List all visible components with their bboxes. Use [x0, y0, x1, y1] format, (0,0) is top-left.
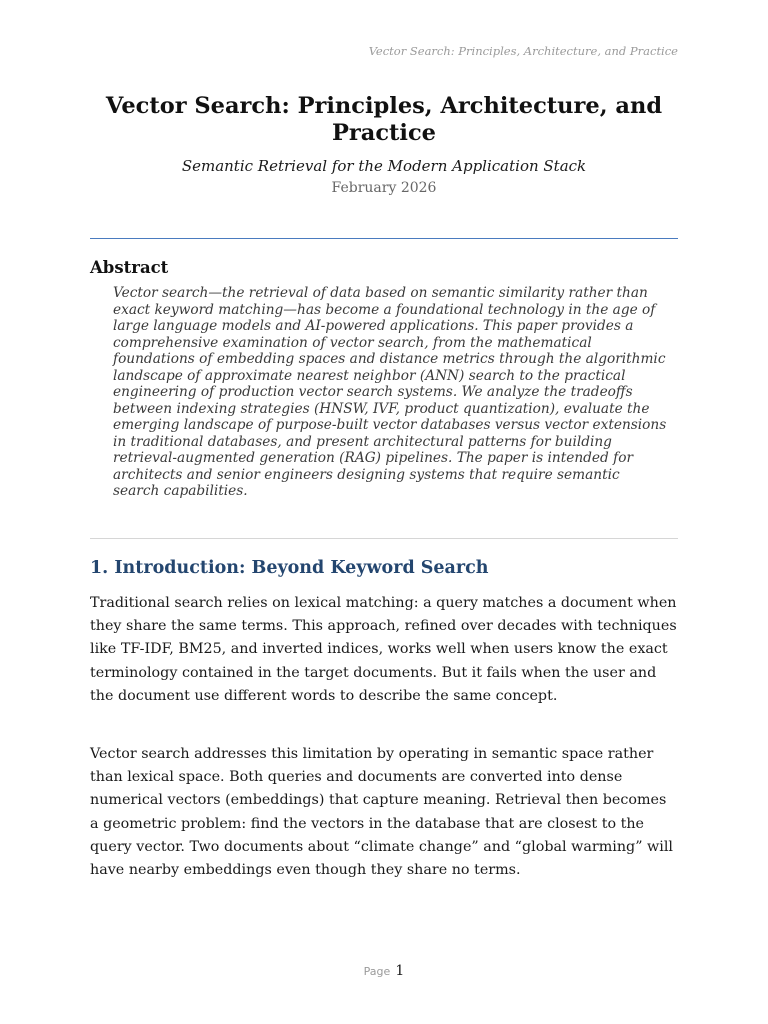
- abstract-divider: [90, 538, 678, 539]
- paper-subtitle: Semantic Retrieval for the Modern Application Stack: [181, 157, 587, 175]
- running-header: Vector Search: Principles, Architecture, and Practice: [368, 44, 678, 58]
- paper-page: [90, 0, 678, 1024]
- abstract-body: Vector search—the retrieval of data based on semantic similarity rather than exact keyword matching—has become a foundational technology in the age of large language models and AI-powered applications. This paper provides a comprehensive examination of vector search, from the mathematical foundations of embedding spaces and distance metrics through the algorithmic landscape of approximate nearest neighbor (ANN) search to the practical engineering of production vector search systems. We analyze the tradeoffs between indexing strategies (HNSW, IVF, product quantization), evaluate the emerging landscape of purpose-built vector databases versus vector extensions in traditional databases, and present architectural patterns for building retrieval-augmented generation (RAG) pipelines. The paper is intended for architects and senior engineers designing systems that require semantic search capabilities.: [113, 285, 667, 499]
- abstract-heading: Abstract: [90, 258, 169, 277]
- title-block: [90, 93, 678, 197]
- page-footer: [90, 960, 678, 979]
- title-divider: [90, 238, 678, 239]
- page-label: Page: [363, 965, 391, 978]
- paper-title: Vector Search: Principles, Architecture, and Practice: [105, 93, 663, 146]
- publication-date: February 2026: [331, 180, 437, 196]
- page-number: 1: [395, 963, 405, 979]
- paragraph: Vector search addresses this limitation by operating in semantic space rather than lexical space. Both queries and documents are converted into dense numerical vectors (embeddings) that capture meaning. Retrieval then becomes a geometric problem: find the vectors in the database that are closest to the query vector. Two documents about “climate change” and “global warming” will have nearby embeddings even though they share no terms.: [90, 746, 674, 879]
- paragraph: Traditional search relies on lexical matching: a query matches a document when they share the same terms. This approach, refined over decades with techniques like TF-IDF, BM25, and inverted indices, works well when users know the exact terminology contained in the target documents. But it fails when the user and the document use different words to describe the same concept.: [90, 595, 677, 704]
- section-heading-introduction: 1. Introduction: Beyond Keyword Search: [90, 558, 489, 578]
